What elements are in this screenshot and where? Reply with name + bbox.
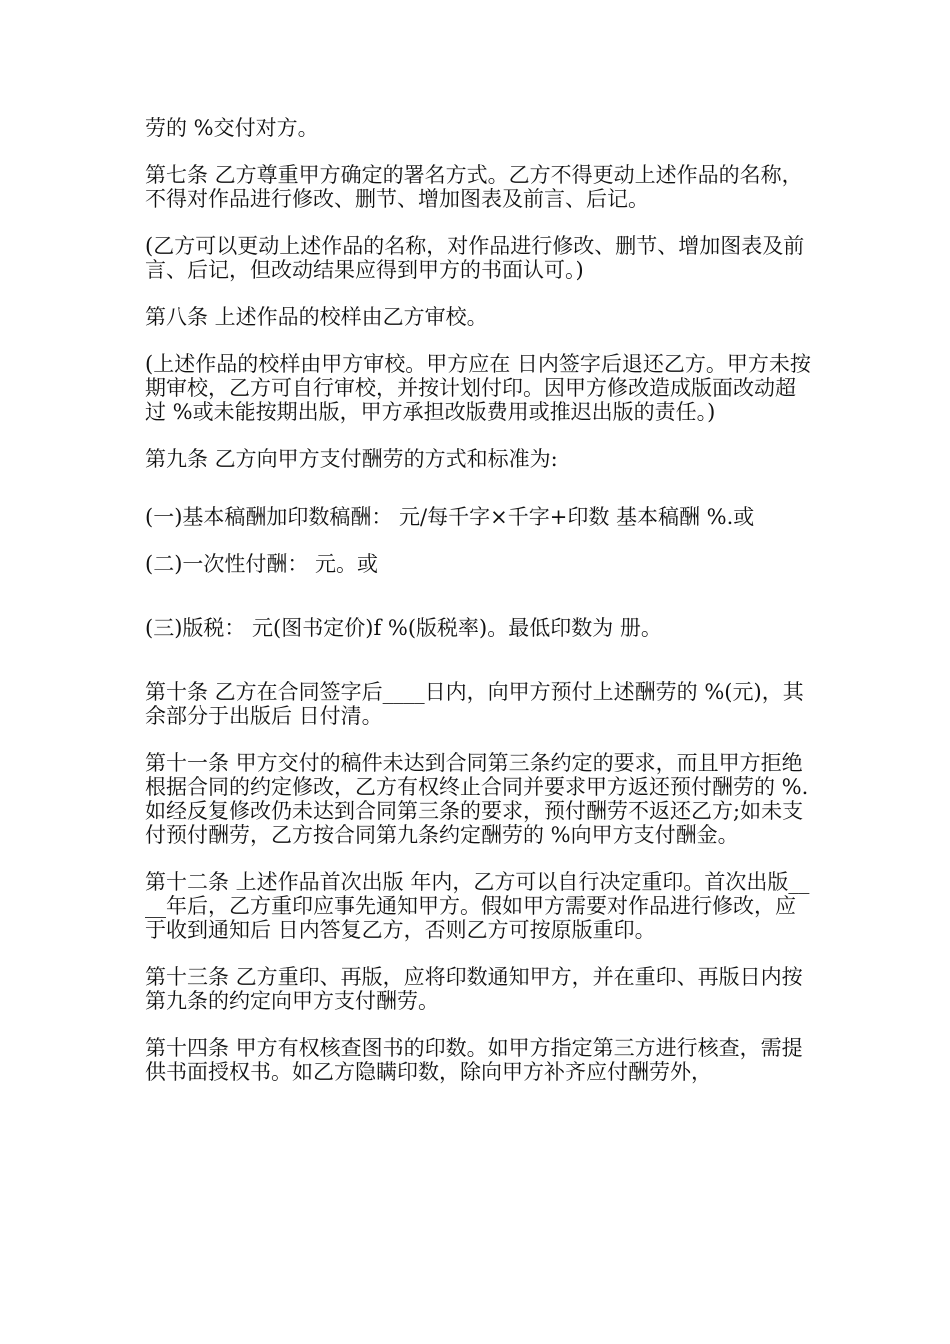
paragraph-remuneration-tail: 劳的 %交付对方。 [145, 116, 319, 140]
paragraph-article-9-option-3: (三)版税： 元(图书定价)f %(版税率)。最低印数为 册。 [145, 616, 662, 640]
paragraph-article-8: 第八条 上述作品的校样由乙方审校。 [145, 305, 488, 329]
paragraph-article-7-alt: (乙方可以更动上述作品的名称，对作品进行修改、删节、增加图表及前言、后记，但改动结果应得到甲方的书面认可。) [145, 234, 805, 282]
paragraph-article-8-alt: (上述作品的校样由甲方审校。甲方应在 日内签字后退还乙方。甲方未按期审校，乙方可自行审校，并按计划付印。因甲方修改造成版面改动超过 %或未能按期出版，甲方承担改版费用或推迟出版的责任。) [145, 352, 811, 424]
paragraph-article-7: 第七条 乙方尊重甲方确定的署名方式。乙方不得更动上述作品的名称，不得对作品进行修改、删节、增加图表及前言、后记。 [145, 163, 803, 211]
paragraph-article-9: 第九条 乙方向甲方支付酬劳的方式和标准为: [145, 447, 558, 471]
paragraph-article-9-option-1: (一)基本稿酬加印数稿酬： 元/每千字×千字+印数 基本稿酬 %.或 [145, 505, 755, 529]
document-body [145, 116, 815, 1107]
paragraph-article-10: 第十条 乙方在合同签字后____日内，向甲方预付上述酬劳的 %(元)，其余部分于出版后 日付清。 [145, 680, 804, 728]
paragraph-article-12: 第十二条 上述作品首次出版 年内，乙方可以自行决定重印。首次出版____年后，乙方重印应事先通知甲方。假如甲方需要对作品进行修改，应于收到通知后 日内答复乙方，否则乙方可按原版重印。 [145, 870, 810, 942]
paragraph-article-11: 第十一条 甲方交付的稿件未达到合同第三条约定的要求，而且甲方拒绝根据合同的约定修改，乙方有权终止合同并要求甲方返还预付酬劳的 %.如经反复修改仍未达到合同第三条的要求，预付酬劳不返还乙方;如未支付预付酬劳，乙方按合同第九条约定酬劳的 %向甲方支付酬金。 [145, 751, 809, 847]
paragraph-article-13: 第十三条 乙方重印、再版，应将印数通知甲方，并在重印、再版日内按第九条的约定向甲方支付酬劳。 [145, 965, 803, 1013]
paragraph-article-9-option-2: (二)一次性付酬： 元。或 [145, 552, 379, 576]
paragraph-article-14: 第十四条 甲方有权核查图书的印数。如甲方指定第三方进行核查，需提供书面授权书。如乙方隐瞒印数，除向甲方补齐应付酬劳外， [145, 1036, 803, 1084]
